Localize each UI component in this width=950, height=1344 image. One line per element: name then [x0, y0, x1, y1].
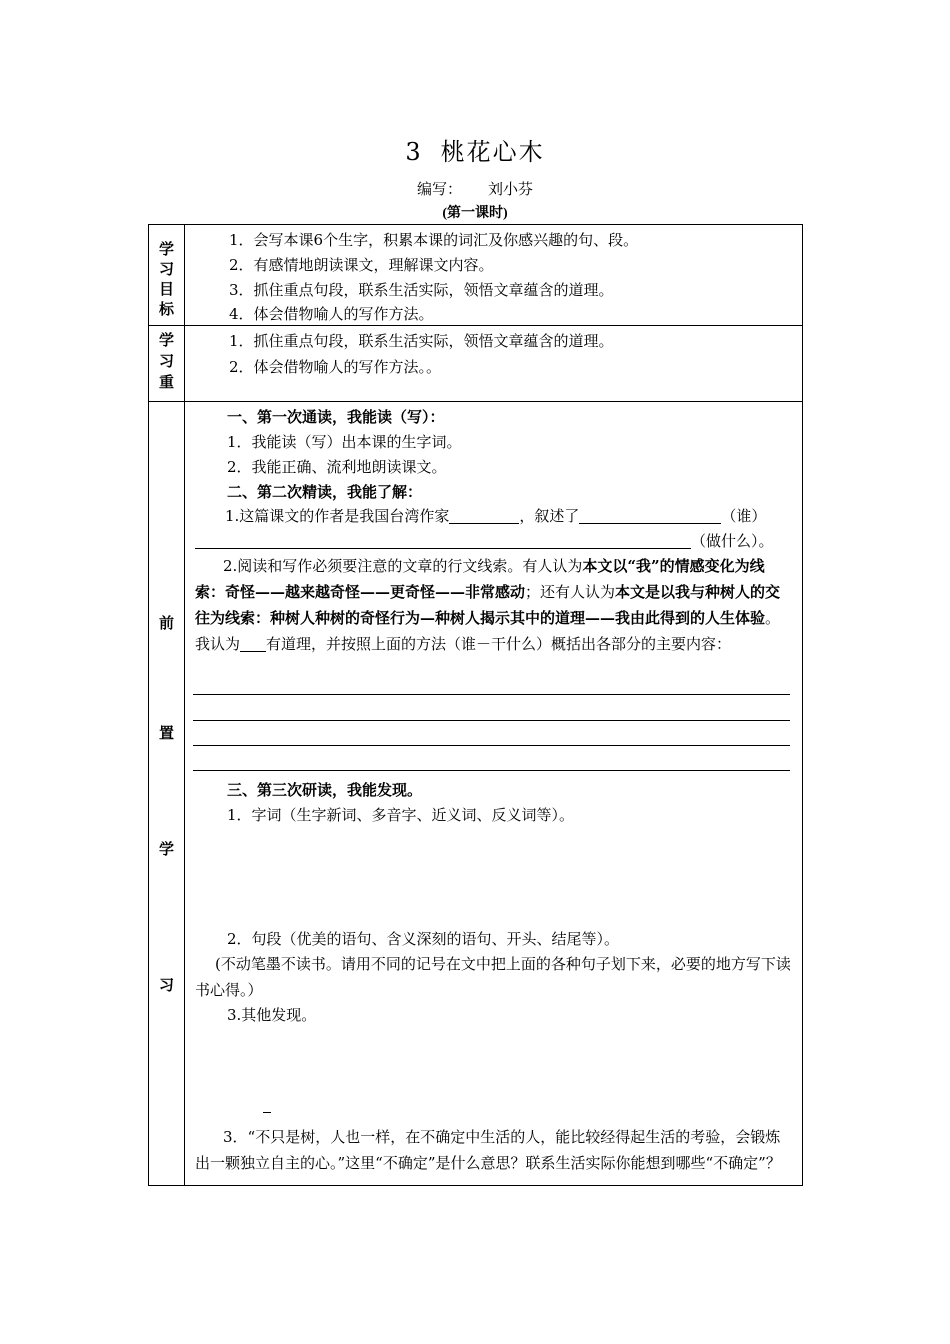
question-2-text: ；还有人认为 — [525, 583, 616, 601]
goal-item: 4．体会借物喻人的写作方法。 — [229, 305, 434, 323]
key-points-label-char: 重 — [158, 373, 174, 391]
pre-study-label-char: 前 — [158, 614, 174, 632]
question-2-text: 。我认为 — [195, 609, 781, 653]
goal-item: 1．会写本课6个生字，积累本课的词汇及你感兴趣的句、段。 — [229, 231, 639, 249]
part1-item: 1．我能读（写）出本课的生字词。 — [227, 433, 462, 451]
key-points-label-char: 学 — [158, 331, 174, 349]
goals-label-char: 学 — [158, 240, 174, 258]
author-blank[interactable] — [449, 507, 519, 524]
part1-item: 2．我能正确、流利地朗读课文。 — [227, 458, 447, 476]
question-2-text: 2.阅读和写作必须要注意的文章的行文线索。有人认为 — [223, 557, 583, 575]
pre-study-label-char: 学 — [158, 840, 174, 858]
goal-item: 3．抓住重点句段，联系生活实际，领悟文章蕴含的道理。 — [229, 281, 614, 299]
question-1-text-d: （做什么）。 — [691, 532, 774, 550]
question-1-line — [225, 505, 766, 526]
question-2-bold: 本文以“我”的情感变化为线索：奇怪——越来越奇怪——更奇怪——非常感动 — [195, 557, 765, 601]
pre-study-row — [149, 402, 803, 1186]
pre-study-label-char: 习 — [158, 976, 174, 994]
author-line — [0, 178, 950, 199]
part3-item: 2．句段（优美的语句、含义深刻的语句、开头、结尾等）。 — [227, 930, 620, 948]
author-name: 刘小芬 — [488, 180, 534, 198]
pre-study-label-char: 置 — [158, 724, 174, 742]
question-2-text: 有道理，并按照上面的方法（谁－干什么）概括出各部分的主要内容： — [266, 635, 732, 653]
lesson-title-text: 桃花心木 — [440, 138, 545, 166]
author-label: 编写： — [416, 180, 462, 198]
lesson-title — [0, 132, 950, 167]
part3-note: (不动笔墨不读书。请用不同的记号在文中把上面的各种句子划下来，必要的地方写下读书心得。） — [195, 955, 791, 999]
answer-line[interactable] — [193, 694, 790, 695]
part3-item: 1．字词（生字新词、多音字、近义词、反义词等）。 — [227, 806, 575, 824]
who-blank[interactable] — [579, 507, 721, 524]
part2-heading: 二、第二次精读，我能了解： — [227, 483, 423, 501]
question-1-text-b: ，叙述了 — [519, 507, 580, 525]
key-points-label — [149, 326, 185, 402]
goals-label-char: 目 — [158, 280, 174, 298]
dash-mark — [263, 1112, 271, 1113]
part3-item: 3.其他发现。 — [227, 1006, 317, 1024]
goals-content — [185, 225, 803, 326]
key-point-item: 1．抓住重点句段，联系生活实际，领悟文章蕴含的道理。 — [229, 332, 614, 350]
question-1-line2 — [195, 530, 774, 551]
goals-label-char: 标 — [158, 300, 174, 318]
part3-heading: 三、第三次研读，我能发现。 — [227, 781, 423, 799]
lesson-number: 3 — [405, 138, 423, 166]
goals-row — [149, 225, 803, 326]
goals-label — [149, 225, 185, 326]
goal-item: 2．有感情地朗读课文，理解课文内容。 — [229, 256, 494, 274]
answer-line[interactable] — [193, 745, 790, 746]
answer-line[interactable] — [193, 720, 790, 721]
lesson-period: (第一课时) — [442, 206, 508, 221]
question-2-bold: 本文是以我与种树人的交往为线索：种树人种树的奇怪行为—种树人揭示其中的道理——我由此得到的人生体验 — [195, 583, 781, 627]
what-blank[interactable] — [195, 532, 691, 549]
question-1-text-c: （谁） — [721, 507, 767, 525]
key-points-content — [185, 326, 803, 402]
question-2-paragraph — [195, 553, 794, 657]
key-points-row — [149, 326, 803, 402]
question-3-paragraph: 3．“不只是树，人也一样，在不确定中生活的人，能比较经得起生活的考验，会锻炼出一颗独立自主的心。”这里“不确定”是什么意思？联系生活实际你能想到哪些“不确定”？ — [195, 1128, 781, 1172]
pre-study-content — [185, 402, 803, 1186]
key-points-label-char: 习 — [158, 352, 174, 370]
study-sheet-table — [148, 224, 803, 1186]
opinion-blank[interactable] — [240, 635, 266, 652]
goals-label-char: 习 — [158, 260, 174, 278]
key-point-item: 2．体会借物喻人的写作方法。。 — [229, 358, 442, 376]
pre-study-label — [149, 402, 185, 1186]
part1-heading: 一、第一次通读，我能读（写）： — [227, 408, 445, 426]
question-1-text-a: 1.这篇课文的作者是我国台湾作家 — [225, 507, 450, 525]
answer-line[interactable] — [193, 770, 790, 771]
